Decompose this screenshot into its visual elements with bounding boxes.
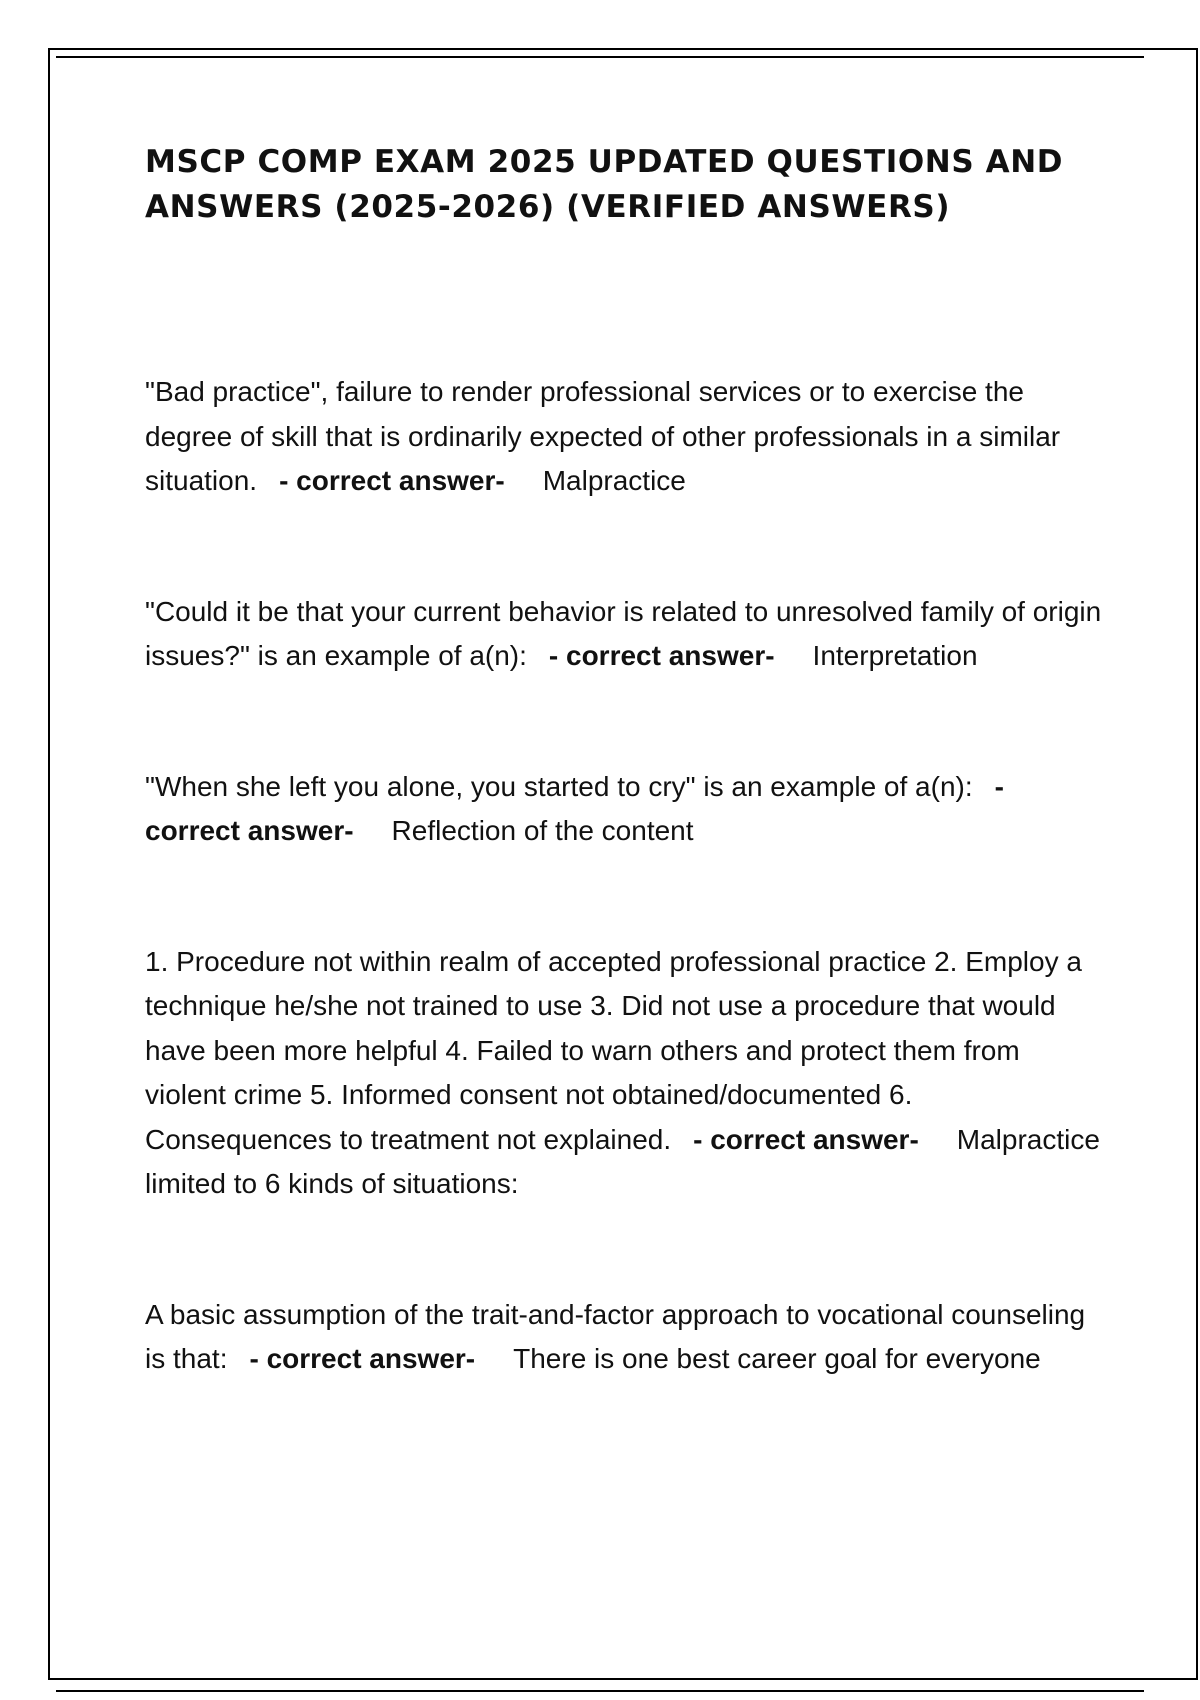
document-body [145,140,1105,1468]
qa-item [145,940,1105,1207]
header-rule [56,56,1144,58]
correct-answer-marker: - correct answer- [693,1123,919,1155]
answer-text: There is one best career goal for everyone [513,1343,1041,1374]
document-title: MSCP COMP EXAM 2025 UPDATED QUESTIONS AND ANSWERS (2025-2026) (VERIFIED ANSWERS) [145,144,1064,225]
answer-text: Reflection of the content [391,815,694,846]
question-text: "When she left you alone, you started to cry" is an example of a(n): [145,770,973,802]
question-text: "Could it be that your current behavior is related to unresolved family of origin issues?" is an example of a(n): [145,595,1102,671]
qa-item [145,370,1105,504]
question-text: A basic assumption of the trait-and-factor approach to vocational counseling is that: [145,1298,1086,1374]
correct-answer-marker: - correct answer- [548,640,775,671]
question-text: 1. Procedure not within realm of accepted professional practice 2. Employ a technique he/she not trained to use 3. Did not use a procedure that would have been more helpful 4. Failed to warn others and protect them from violent crime 5. Informed consent not obtained/documented 6. Consequences to treatment not explained. [145,945,1082,1155]
qa-item [145,765,1105,854]
correct-answer-marker: - correct answer- [249,1343,476,1374]
qa-item [145,590,1105,679]
correct-answer-marker: - correct answer- [279,465,505,496]
answer-text: Malpractice [542,465,686,496]
qa-item [145,1293,1105,1382]
answer-text: Interpretation [812,640,978,671]
qa-list [145,370,1105,1382]
footer-rule [56,1690,1144,1692]
answer-text: Malpractice limited to 6 kinds of situations: [145,1123,1100,1199]
question-text: "Bad practice", failure to render professional services or to exercise the degree of skill that is ordinarily expected of other professionals in a similar situation. [145,376,1061,496]
correct-answer-marker: - correct answer- [145,770,1004,846]
